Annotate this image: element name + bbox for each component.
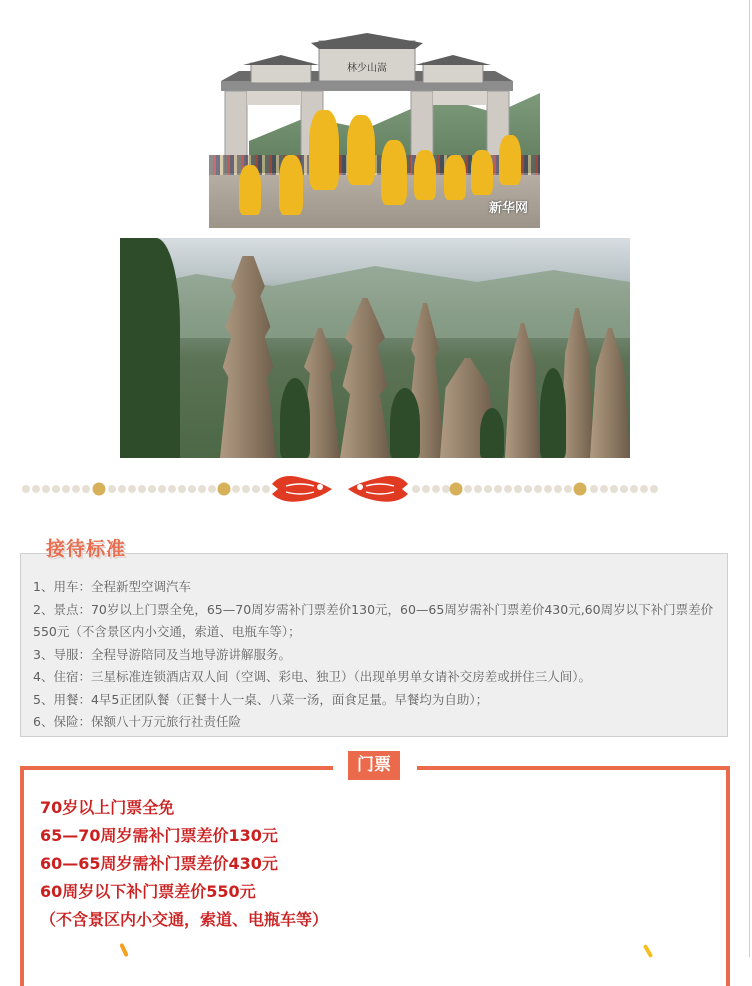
reception-standards-title: 接待标准 <box>46 538 127 560</box>
pagoda-forest-photo <box>120 238 630 458</box>
gate-plaque-text: 林少山嵩 <box>347 63 387 74</box>
ticket-price-list <box>40 794 328 934</box>
ticket-line: 60周岁以下补门票差价550元 <box>40 882 256 901</box>
ticket-title-tab: 门票 <box>348 751 400 780</box>
ticket-line: 60—65周岁需补门票差价430元 <box>40 854 278 873</box>
decorative-divider <box>20 470 660 510</box>
ticket-line: （不含景区内小交通，索道、电瓶车等） <box>40 910 329 929</box>
page-right-border <box>749 0 750 957</box>
standard-item-guide: 3、导服：全程导游陪同及当地导游讲解服务。 <box>33 646 291 662</box>
standard-item-attractions: 2、景点：70岁以上门票全免，65—70周岁需补门票差价130元，60—65周岁需补门票差价430元,60周岁以下补门票差价550元（不含景区内小交通，索道、电瓶车等）； <box>33 601 714 639</box>
standard-item-vehicle: 1、用车：全程新型空调汽车 <box>33 579 191 594</box>
ticket-line: 65—70周岁需补门票差价130元 <box>40 826 278 845</box>
twin-fish-icon <box>272 476 408 502</box>
shaolin-gate-photo <box>209 15 540 228</box>
ticket-line: 70岁以上门票全免 <box>40 798 175 817</box>
standard-item-insurance: 6、保险：保额八十万元旅行社责任险 <box>33 714 241 729</box>
standard-item-lodging: 4、住宿：三星标准连锁酒店双人间（空调、彩电、独卫）（出现单男单女请补交房差或拼住三人间）。 <box>33 669 591 684</box>
standard-item-meals: 5、用餐：4早5正团队餐（正餐十人一桌、八菜一汤，面食足量。早餐均为自助）； <box>33 691 489 707</box>
reception-standards-panel <box>20 553 728 737</box>
photo-watermark: 新华网 <box>488 201 528 216</box>
